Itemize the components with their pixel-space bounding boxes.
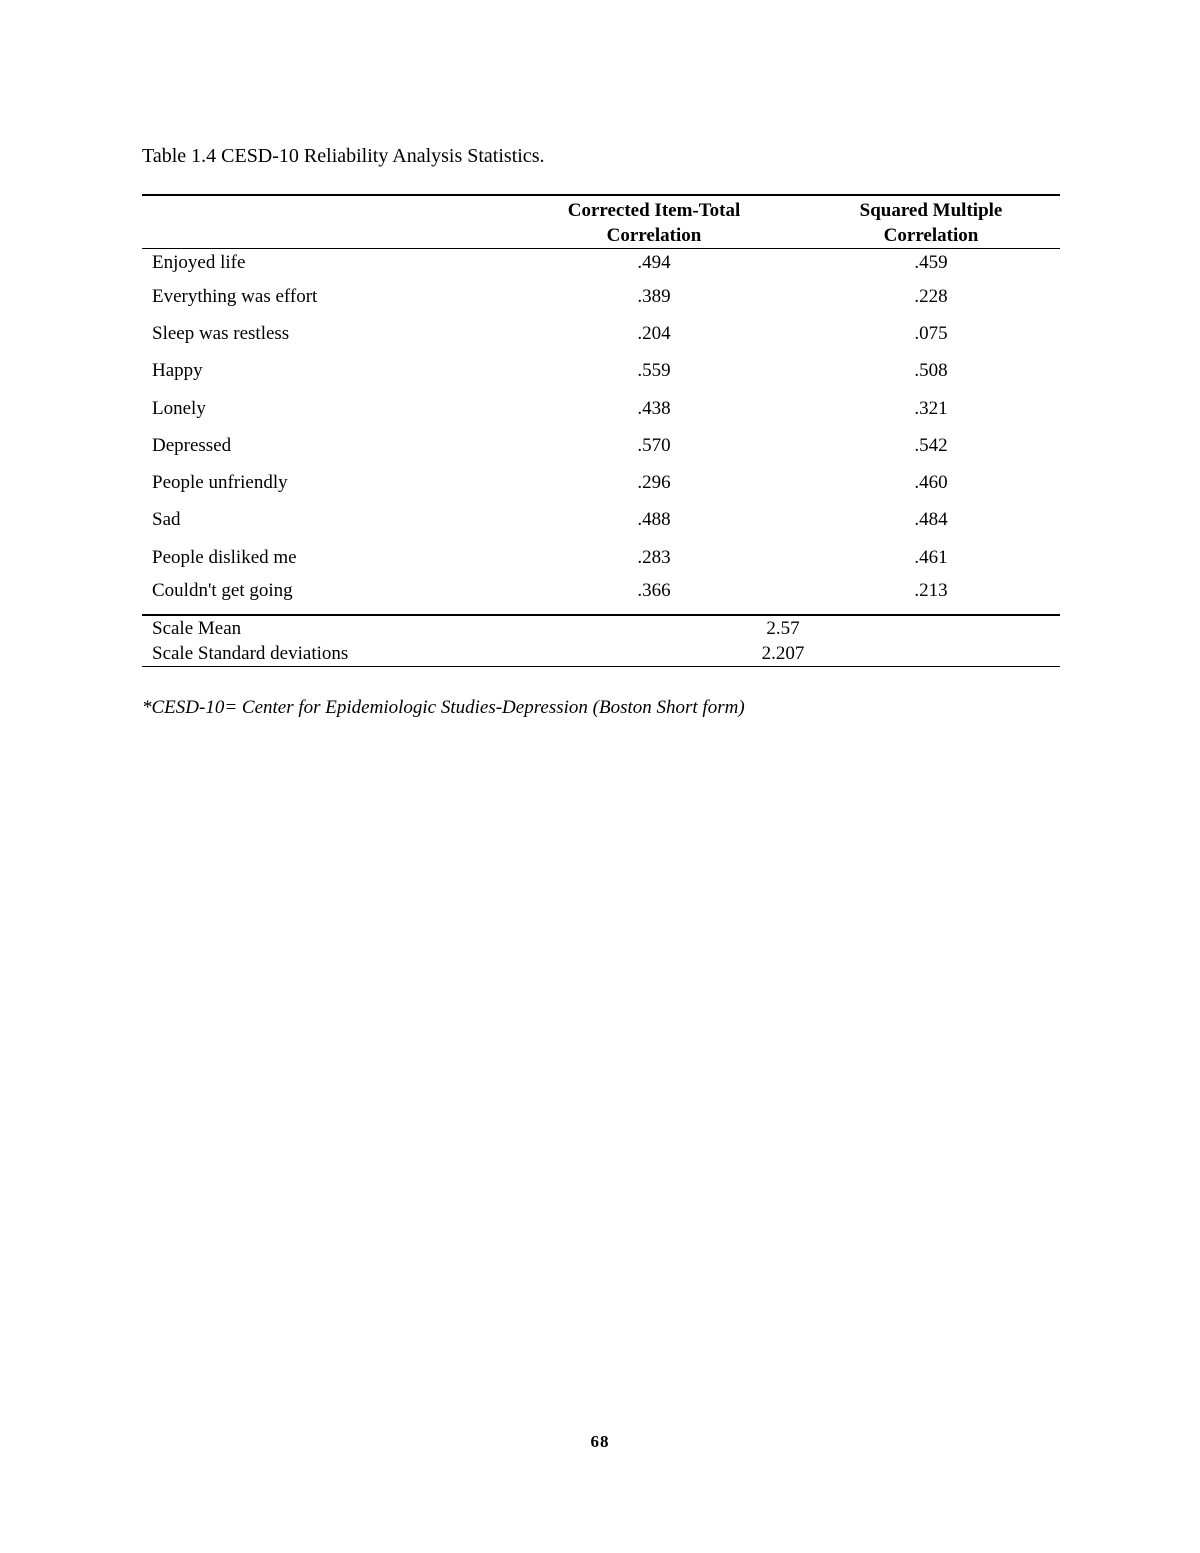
smc-value: .321 — [914, 397, 948, 419]
summary-label: Scale Standard deviations — [142, 641, 506, 667]
table-row — [142, 249, 1060, 279]
row-label: Enjoyed life — [152, 252, 246, 273]
table-footnote: *CESD-10= Center for Epidemiologic Studies-Depression (Boston Short form) — [142, 697, 745, 718]
reliability-table-container — [142, 194, 1060, 667]
header-row — [142, 195, 1060, 249]
table-row — [142, 427, 1060, 464]
header-corrected-line2: Correlation — [606, 225, 702, 246]
row-label: People unfriendly — [152, 472, 288, 494]
header-corrected-line1: Corrected Item-Total — [567, 200, 741, 221]
item-rows — [142, 249, 1060, 616]
summary-rows — [142, 615, 1060, 667]
smc-value: .542 — [914, 434, 948, 456]
summary-row-scale-mean — [142, 615, 1060, 641]
summary-label: Scale Mean — [152, 618, 242, 640]
smc-value: .213 — [802, 576, 1060, 615]
summary-value: 2.207 — [506, 641, 1060, 667]
table-row — [142, 390, 1060, 427]
smc-value: .228 — [914, 285, 948, 307]
row-label: Sad — [152, 509, 181, 531]
corrected-value: .389 — [637, 285, 671, 307]
summary-value: 2.57 — [766, 618, 800, 640]
header-corrected-item-total-correlation — [506, 195, 802, 249]
table-row — [142, 315, 1060, 352]
corrected-value: .488 — [637, 509, 671, 531]
smc-value: .075 — [914, 322, 948, 344]
corrected-value: .559 — [637, 360, 671, 382]
row-label: Happy — [152, 360, 203, 382]
page-number: 68 — [590, 1432, 610, 1451]
row-label: Couldn't get going — [142, 576, 506, 615]
smc-value: .459 — [914, 252, 948, 273]
table-row — [142, 539, 1060, 576]
corrected-value: .296 — [637, 472, 671, 494]
row-label: Lonely — [152, 397, 206, 419]
smc-value: .461 — [914, 546, 948, 568]
reliability-table — [142, 194, 1060, 667]
row-label: Everything was effort — [152, 285, 318, 307]
row-label: Sleep was restless — [152, 322, 290, 344]
table-header — [142, 195, 1060, 249]
corrected-value: .366 — [506, 576, 802, 615]
smc-value: .508 — [914, 360, 948, 382]
corrected-value: .438 — [637, 397, 671, 419]
header-smc-line1: Squared Multiple — [859, 200, 1003, 221]
corrected-value: .494 — [637, 252, 671, 273]
header-item — [142, 195, 506, 249]
summary-row-scale-sd — [142, 641, 1060, 667]
table-row — [142, 576, 1060, 615]
corrected-value: .570 — [637, 434, 671, 456]
table-row — [142, 278, 1060, 315]
table-row — [142, 353, 1060, 390]
row-label: People disliked me — [152, 546, 297, 568]
smc-value: .460 — [914, 472, 948, 494]
table-row — [142, 464, 1060, 501]
table-row — [142, 502, 1060, 539]
smc-value: .484 — [914, 509, 948, 531]
table-caption: Table 1.4 CESD-10 Reliability Analysis Statistics. — [142, 145, 545, 167]
header-smc-line2: Correlation — [883, 225, 979, 246]
corrected-value: .204 — [637, 322, 671, 344]
header-squared-multiple-correlation — [802, 195, 1060, 249]
corrected-value: .283 — [637, 546, 671, 568]
row-label: Depressed — [152, 434, 232, 456]
